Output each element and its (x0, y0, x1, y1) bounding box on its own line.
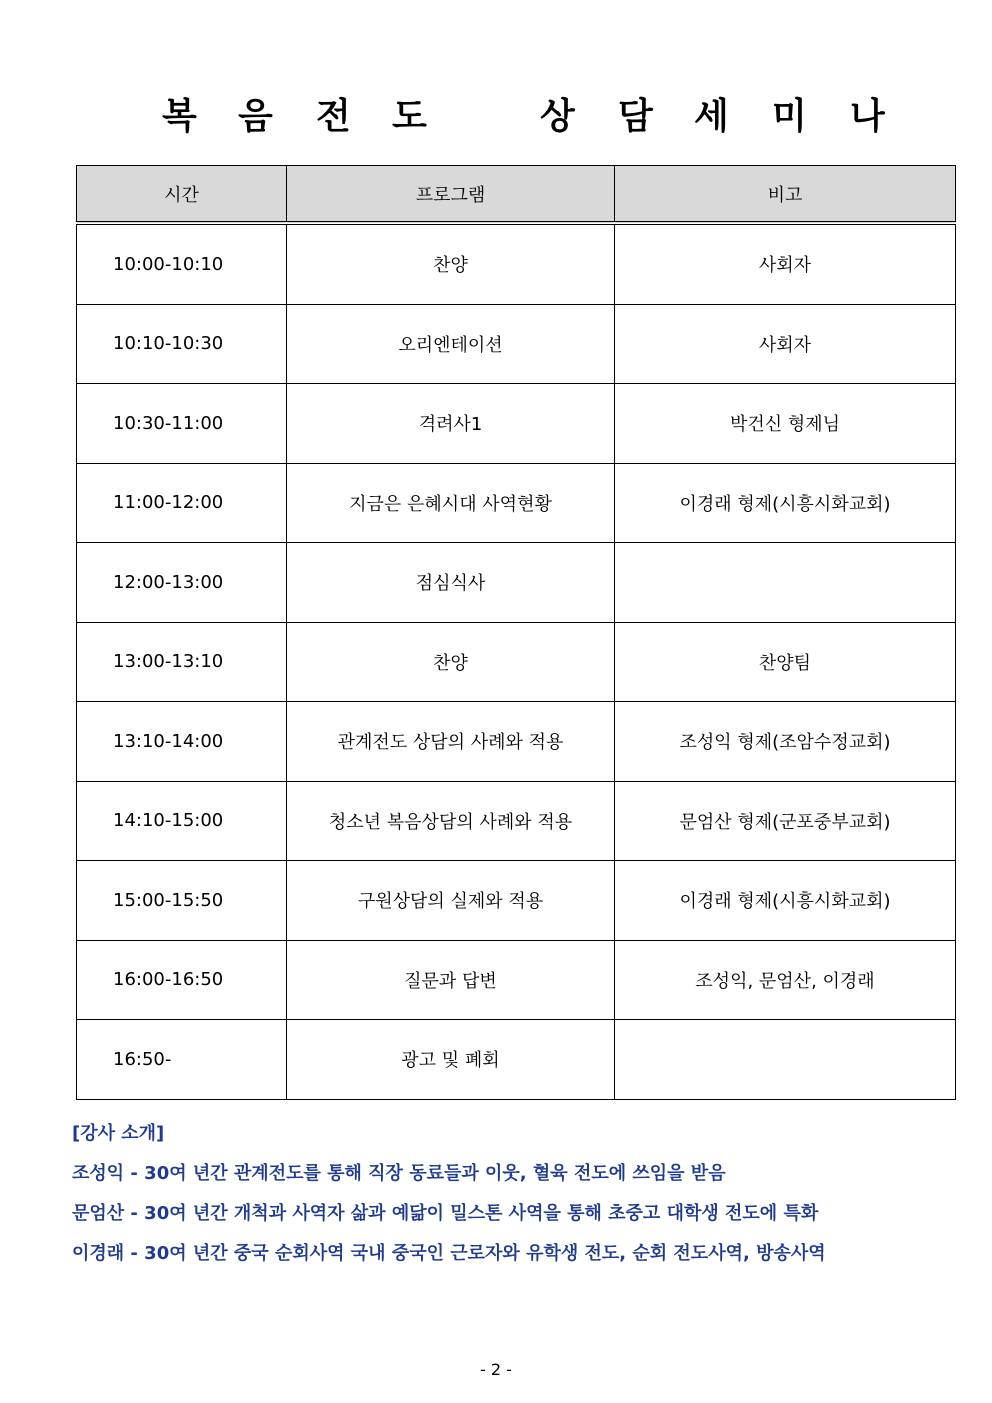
time-cell: 13:00-13:10 (77, 622, 287, 702)
title-char: 음 (238, 96, 273, 137)
title-char: 복 (162, 96, 197, 137)
speaker-intro-heading: [강사 소개] (72, 1123, 165, 1144)
table-row (77, 781, 956, 861)
table-row (77, 463, 956, 543)
time-cell: 10:10-10:30 (77, 304, 287, 384)
note-cell: 이경래 형제(시흥시화교회) (615, 463, 956, 543)
time-cell: 10:00-10:10 (77, 223, 287, 304)
program-cell: 구원상담의 실제와 적용 (287, 861, 615, 941)
program-cell: 질문과 답변 (287, 940, 615, 1020)
speaker-intro-line: 문엄산 - 30여 년간 개척과 사역자 삶과 예닮이 밀스톤 사역을 통해 초중고 대학생 전도에 특화 (72, 1203, 819, 1224)
table-row (77, 543, 956, 623)
time-cell: 10:30-11:00 (77, 384, 287, 464)
time-cell: 12:00-13:00 (77, 543, 287, 623)
program-cell: 청소년 복음상담의 사례와 적용 (287, 781, 615, 861)
note-cell: 문엄산 형제(군포중부교회) (615, 781, 956, 861)
note-cell: 사회자 (615, 304, 956, 384)
table-row (77, 622, 956, 702)
program-cell: 관계전도 상담의 사례와 적용 (287, 702, 615, 782)
title-char: 나 (850, 96, 885, 137)
time-cell: 16:50- (77, 1020, 287, 1100)
speaker-intro-line: 이경래 - 30여 년간 중국 순회사역 국내 중국인 근로자와 유학생 전도, 순회 전도사역, 방송사역 (72, 1243, 826, 1264)
speaker-intro-line: 조성익 - 30여 년간 관계전도를 통해 직장 동료들과 이웃, 혈육 전도에 쓰임을 받음 (72, 1163, 726, 1184)
note-cell: 조성익 형제(조암수정교회) (615, 702, 956, 782)
program-cell: 찬양 (287, 622, 615, 702)
header-note: 비고 (615, 166, 956, 224)
table-row (77, 940, 956, 1020)
title-char: 도 (392, 96, 427, 137)
time-cell: 15:00-15:50 (77, 861, 287, 941)
note-cell (615, 1020, 956, 1100)
note-cell: 이경래 형제(시흥시화교회) (615, 861, 956, 941)
note-cell: 찬양팀 (615, 622, 956, 702)
title-char: 담 (618, 96, 653, 137)
program-cell: 찬양 (287, 223, 615, 304)
title-char: 미 (772, 96, 807, 137)
program-cell: 오리엔테이션 (287, 304, 615, 384)
table-row (77, 702, 956, 782)
program-cell: 격려사1 (287, 384, 615, 464)
table-row (77, 223, 956, 304)
table-row (77, 304, 956, 384)
title-char: 전 (316, 96, 351, 137)
header-program: 프로그램 (287, 166, 615, 224)
program-cell: 점심식사 (287, 543, 615, 623)
header-time: 시간 (77, 166, 287, 224)
time-cell: 13:10-14:00 (77, 702, 287, 782)
table-row (77, 384, 956, 464)
note-cell: 박건신 형제님 (615, 384, 956, 464)
page-number: - 2 - (480, 1360, 512, 1379)
title-char: 세 (694, 96, 729, 137)
time-cell: 16:00-16:50 (77, 940, 287, 1020)
note-cell: 조성익, 문엄산, 이경래 (615, 940, 956, 1020)
document-title (0, 88, 992, 138)
schedule-table (76, 165, 956, 1100)
table-header-row (77, 166, 956, 224)
program-cell: 지금은 은혜시대 사역현황 (287, 463, 615, 543)
program-cell: 광고 및 폐회 (287, 1020, 615, 1100)
note-cell: 사회자 (615, 223, 956, 304)
speaker-intro (72, 1122, 826, 1282)
title-char: 상 (540, 96, 575, 137)
time-cell: 14:10-15:00 (77, 781, 287, 861)
note-cell (615, 543, 956, 623)
table-row (77, 861, 956, 941)
table-row (77, 1020, 956, 1100)
time-cell: 11:00-12:00 (77, 463, 287, 543)
